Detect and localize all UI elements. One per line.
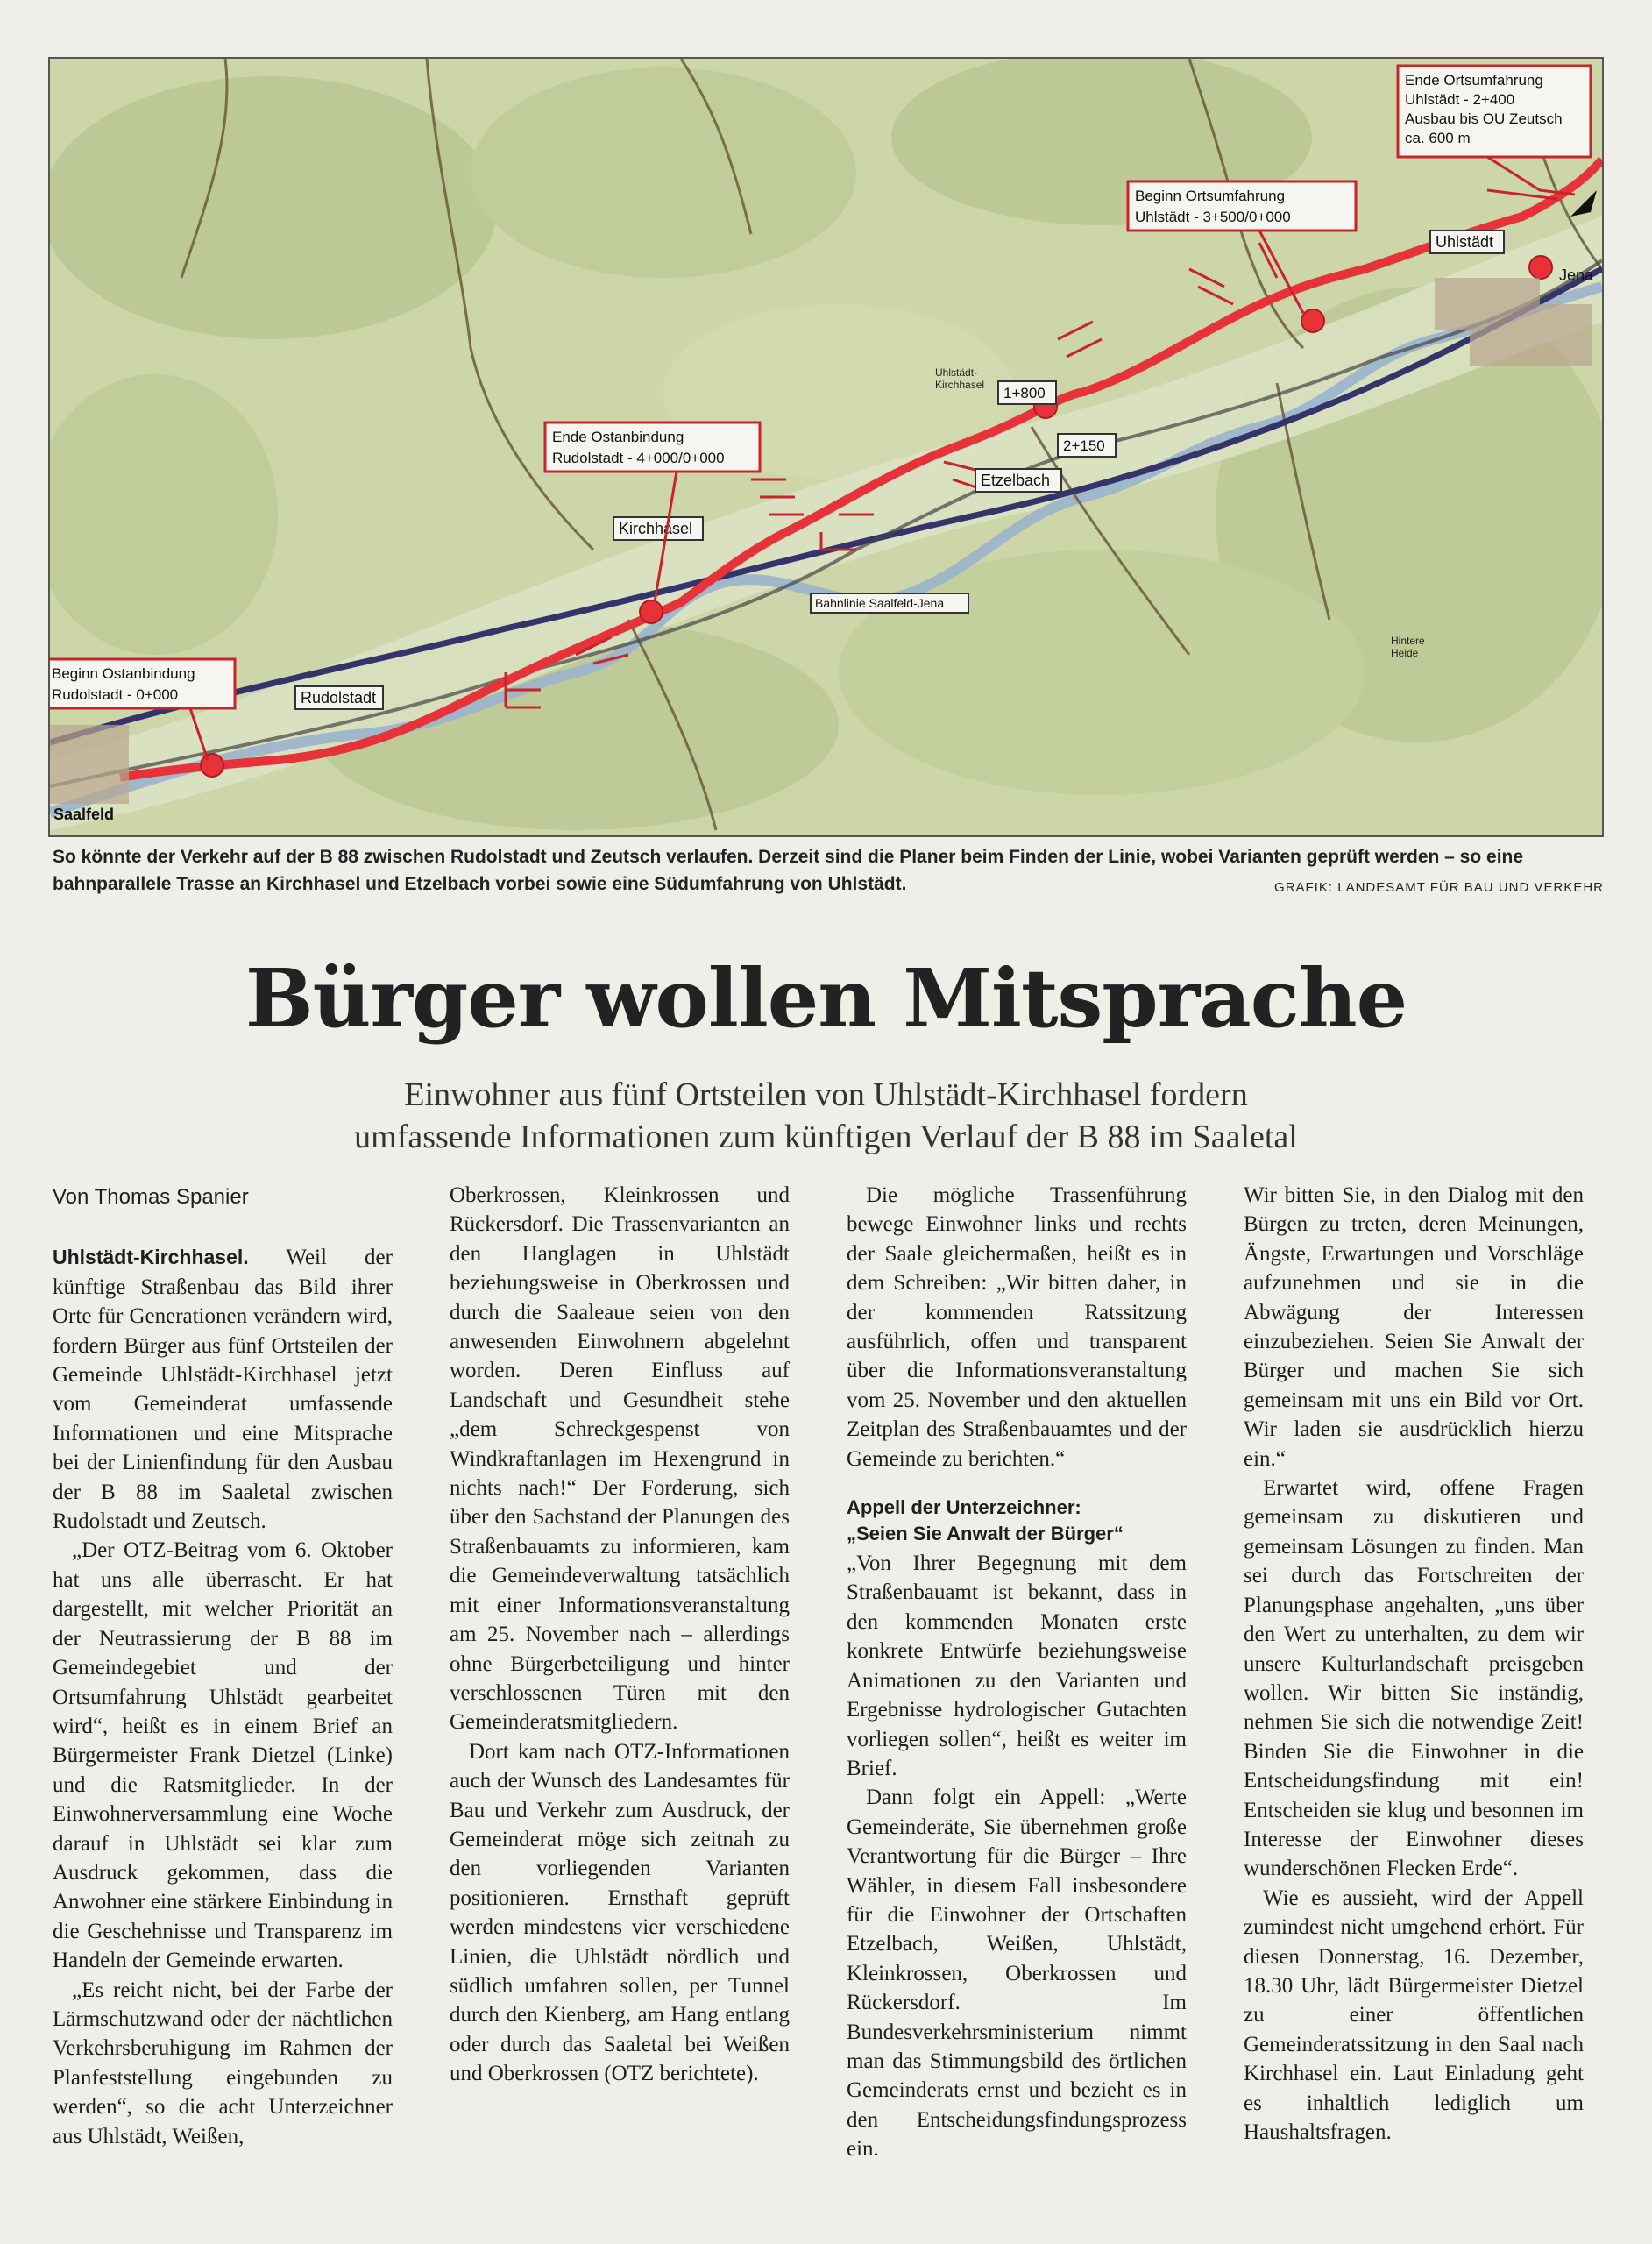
paragraph-6: Die mögliche Trassenführung bewege Einwohner links und rechts der Saale gleichermaßen, heißt es in dem Schreiben: „Wir bitten daher, in der kommenden Ratssitzung ausführlich, offen und transparent über die Informationsveranstaltung vom 25. November und den aktuellen Zeitplan des Straßenbauamtes und der Gemeinde zu berichten.“ [847,1183,1187,1471]
dateline: Uhlstädt-Kirchhasel. [53,1246,249,1269]
svg-text:Rudolstadt: Rudolstadt [301,689,377,707]
svg-text:Heide: Heide [1391,647,1419,659]
map-caption [53,843,1604,901]
paragraph-5: Dort kam nach OTZ-Informationen auch der Wunsch des Landesamtes für Bau und Verkehr zum Ausdruck, der Gemeinderat möge sich zeitnah zu den vorliegenden Varianten positionieren. Ernsthaft geprüft werden mindestens vier verschiedene Linien, die Uhlstädt nördlich und südlich umfahren sollen, per Tunnel durch den Kienberg, am Hang entlang oder durch das Saaletal bei Weißen und Oberkrossen (OTZ berichtete). [450,1739,790,2086]
svg-text:Ende Ortsumfahrung: Ende Ortsumfahrung [1405,72,1543,89]
paragraph-9: Wir bitten Sie, in den Dialog mit den Bürgen zu treten, deren Meinungen, Ängste, Erwartungen und Vorschläge aufzunehmen und sie in die Abwägung der Interessen einzubeziehen. Seien Sie Anwalt der Bürger und machen Sie sich gemeinsam mit uns ein Bild vor Ort. Wir laden sie ausdrücklich hierzu ein.“ [1244,1183,1584,1471]
svg-text:Kirchhasel: Kirchhasel [619,520,693,537]
paragraph-11: Wie es aussieht, wird der Appell zumindest nicht umgehend erhört. Für diesen Donnerstag, 16. Dezember, 18.30 Uhr, lädt Bürgermeister Dietzel zu einer öffentlichen Gemeinderatssitzung in den Saal nach Kirchhasel ein. Laut Einladung geht es inhaltlich lediglich um Haushaltsfragen. [1244,1885,1584,2144]
svg-text:Ausbau bis OU Zeutsch: Ausbau bis OU Zeutsch [1405,110,1563,127]
paragraph-10: Erwartet wird, offene Fragen gemeinsam zu diskutieren und gemeinsam Lösungen zu finden. Man sei durch das Fortschreiten der Planungsphase angehalten, „uns über den Wert zu unterhalten, zu dem wir unsere Kulturlandschaft preisgeben wollen. Wir bitten Sie inständig, nehmen Sie sich die notwendige Zeit! Binden Sie die Einwohner in die Entscheidungsfindung mit ein! Entscheiden sie klug und besonnen im Interesse der Einwohner dieses wunderschönen Flecken Erde“. [1244,1476,1584,1881]
svg-text:Beginn Ostanbindung: Beginn Ostanbindung [52,665,195,682]
paragraph-2: „Der OTZ-Beitrag vom 6. Oktober hat uns alle überrascht. Er hat dargestellt, mit welcher Priorität an der Neutrassierung der B 88 im Gemeindegebiet und der Ortsumfahrung Uhlstädt gearbeitet wird“, heißt es in einem Brief an Bürgermeister Frank Dietzel (Linke) und die Ratsmitglieder. In der Einwohnerversammlung eine Woche darauf in Uhlstädt sei klar zum Ausdruck gekommen, dass die Anwohner eine stärkere Einbindung in die Geschehnisse und Transparenz im Handeln der Gemeinde erwarten. [53,1538,393,1973]
column-3 [847,1181,1187,2164]
label-bahnlinie [811,593,968,613]
column-2 [450,1181,790,2089]
svg-text:Rudolstadt - 4+000/0+000: Rudolstadt - 4+000/0+000 [552,450,725,466]
section-subheading-line-1: Appell der Unterzeichner: [847,1496,1081,1519]
caption-text: So könnte der Verkehr auf der B 88 zwischen Rudolstadt und Zeutsch verlaufen. Derzeit sind die Planer beim Finden der Linie, wobei Varianten geprüft werden – so eine bahnparallele Trasse an Kirchhasel und Etzelbach vorbei sowie eine Südumfahrung von Uhlstädt. [53,847,1524,894]
caption-credit: GRAFIK: LANDESAMT FÜR BAU UND VERKEHR [1274,880,1604,895]
column-1 [53,1181,393,2151]
label-rudolstadt [295,686,383,709]
paragraph-8: Dann folgt ein Appell: „Werte Gemeinderäte, Sie übernehmen große Verantwortung für die Bürger – Ihre Wähler, in diesem Fall insbesondere für die Einwohner der Ortschaften Etzelbach, Weißen, Uhlstädt, Kleinkrossen, Oberkrossen und Rückersdorf. Im Bundesverkehrsministerium nimmt man das Stimmungsbild des örtlichen Gemeinderats ernst und bezieht es in den Entscheidungsfindungsprozess ein. [847,1786,1187,2162]
svg-text:Uhlstädt-: Uhlstädt- [935,366,978,379]
svg-text:Uhlstädt - 3+500/0+000: Uhlstädt - 3+500/0+000 [1135,209,1291,225]
svg-text:Etzelbach: Etzelbach [981,472,1051,489]
label-etzelbach [975,469,1061,492]
subheadline [0,1074,1652,1158]
headline: Bürger wollen Mitsprache [245,951,1407,1046]
subheadline-line-2: umfassende Informationen zum künftigen Verlauf der B 88 im Saaletal [354,1118,1298,1155]
label-uhlstaedt [1430,231,1504,253]
subheadline-line-1: Einwohner aus fünf Ortsteilen von Uhlstädt-Kirchhasel fordern [404,1076,1248,1113]
paragraph-4: Oberkrossen, Kleinkrossen und Rückersdorf. Die Trassenvarianten an den Hanglagen in Uhlstädt beziehungsweise in Oberkrossen und durch die Saaleaue seien von den anwesenden Einwohnern abgelehnt worden. Deren Einfluss auf Landschaft und Gesundheit stehe „dem Schreckgespenst von Windkraftanlagen im Hexengrund in nichts nach!“ Der Forderung, sich über den Sachstand der Planungen des Straßenbauamts zu informieren, kam die Gemeindeverwaltung tatsächlich mit einer Informationsveranstaltung am 25. November nach – allerdings ohne Bürgerbeteiligung und hinter verschlossenen Türen mit den Gemeinderatsmitgliedern. [450,1183,790,1735]
svg-text:Uhlstädt - 2+400: Uhlstädt - 2+400 [1405,91,1515,108]
km-marker-2150 [1058,434,1116,457]
svg-text:Hintere: Hintere [1391,635,1425,647]
column-4 [1244,1181,1584,2147]
section-subheading [847,1495,1187,1547]
box-beginn-ortsumfahrung [1128,181,1356,231]
label-uhlstaedt-kirchhasel [935,366,984,391]
paragraph-3: „Es reicht nicht, bei der Farbe der Lärmschutzwand oder der nächtlichen Verkehrsberuhigung im Rahmen der Planfeststellung eingebunden zu werden“, so die acht Unterzeichner aus Uhlstädt, Weißen, [53,1978,393,2148]
box-ende-ostanbindung [545,423,760,472]
box-beginn-ostanbindung [50,659,235,708]
paragraph-7: „Von Ihrer Begegnung mit dem Straßenbauamt ist bekannt, dass in den kommenden Monaten erste konkrete Entwürfe beziehungsweise Animationen zu den Varianten und Ergebnisse hydrologischer Gutachten vorliegen sollen“, heißt es weiter im Brief. [847,1552,1187,1780]
svg-text:1+800: 1+800 [1003,385,1046,401]
svg-text:Bahnlinie Saalfeld-Jena: Bahnlinie Saalfeld-Jena [815,596,945,610]
author-byline: Von Thomas Spanier [53,1185,249,1209]
svg-text:Ende Ostanbindung: Ende Ostanbindung [552,429,684,445]
box-ende-ortsumfahrung [1398,66,1591,157]
label-jena: Jena [1559,266,1594,284]
svg-text:Uhlstädt: Uhlstädt [1436,233,1494,251]
svg-text:2+150: 2+150 [1063,437,1105,454]
label-kirchhasel [613,517,703,540]
paragraph-1: Weil der künftige Straßenbau das Bild ihrer Orte für Generationen verändern wird, fordern Bürger aus fünf Ortsteilen der Gemeinde Uhlstädt-Kirchhasel jetzt vom Gemeinderat umfassende Informationen und eine Mitsprache bei der Linienfindung für den Ausbau der B 88 im Saaletal zwischen Rudolstadt und Zeutsch. [53,1246,393,1534]
svg-text:ca. 600 m: ca. 600 m [1405,130,1471,146]
section-subheading-line-2: „Seien Sie Anwalt der Bürger“ [847,1523,1124,1545]
svg-text:Beginn Ortsumfahrung: Beginn Ortsumfahrung [1135,188,1286,204]
km-marker-1800 [998,381,1056,404]
route-map [48,57,1604,837]
svg-text:Rudolstadt - 0+000: Rudolstadt - 0+000 [52,686,179,703]
label-saalfeld: Saalfeld [53,806,115,823]
svg-text:Kirchhasel: Kirchhasel [935,379,985,391]
